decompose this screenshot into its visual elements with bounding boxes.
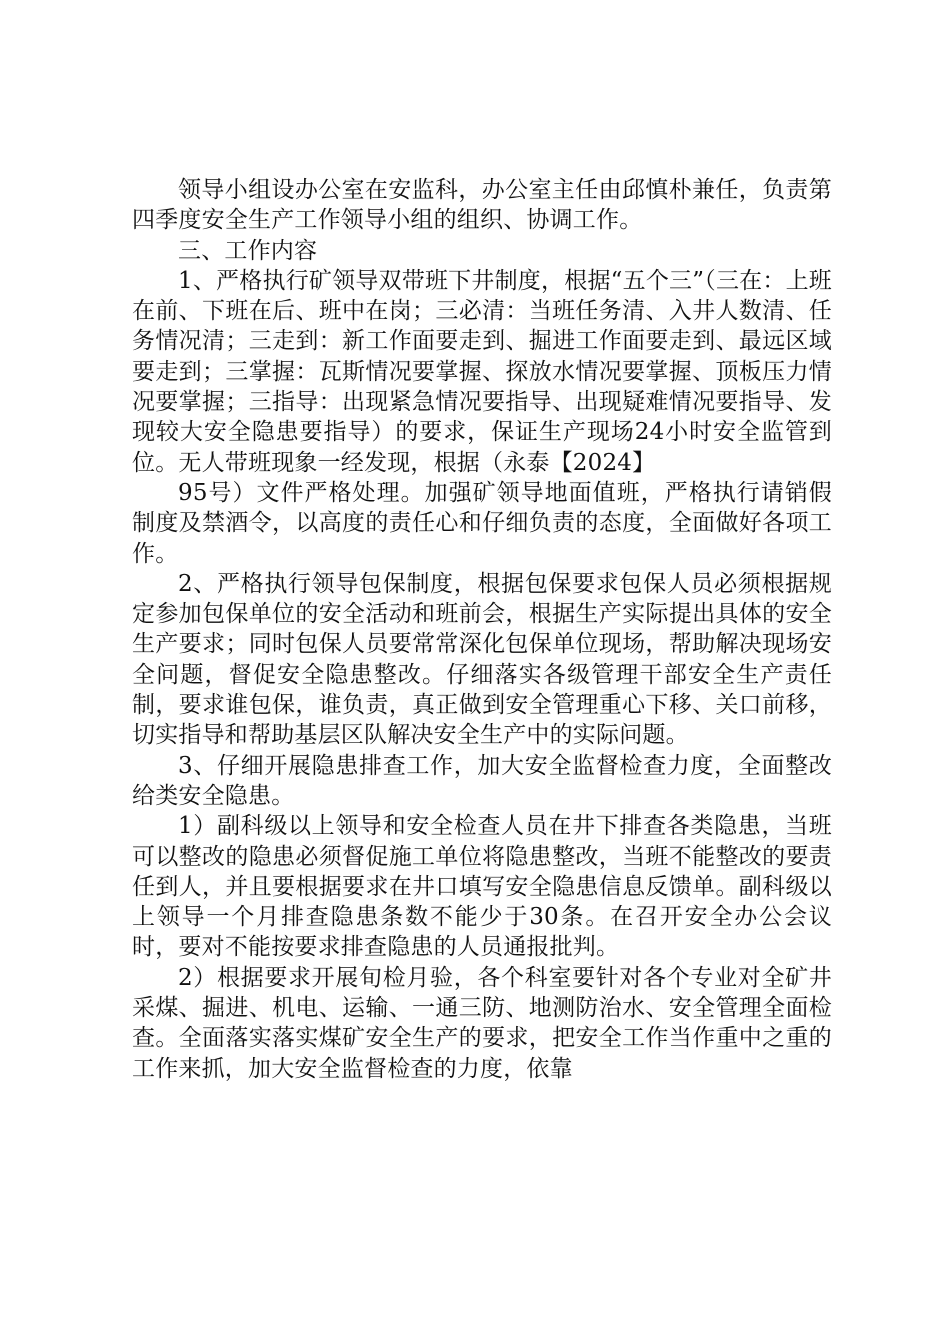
paragraph-item-1-continued: 95号）文件严格处理。加强矿领导地面值班，严格执行请销假制度及禁酒令，以高度的责任心和仔细负责的态度，全面做好各项工作。: [132, 479, 832, 567]
paragraph-office-setup: 领导小组设办公室在安监科，办公室主任由邱慎朴兼任，负责第四季度安全生产工作领导小组的组织、协调工作。: [132, 177, 832, 234]
section-heading-work-content: 三、工作内容: [178, 237, 318, 264]
paragraph-item-3: 3、仔细开展隐患排查工作，加大安全监督检查力度，全面整改给类安全隐患。: [132, 752, 832, 809]
document-body: [132, 175, 832, 1084]
paragraph-subitem-1: 1）副科级以上领导和安全检查人员在井下排查各类隐患，当班可以整改的隐患必须督促施工单位将隐患整改，当班不能整改的要责任到人，并且要根据要求在井口填写安全隐患信息反馈单。副科级以上领导一个月排查隐患条数不能少于30条。在召开安全办公会议时，要对不能按要求排查隐患的人员通报批判。: [132, 813, 832, 961]
paragraph-subitem-2: 2）根据要求开展旬检月验，各个科室要针对各个专业对全矿井采煤、掘进、机电、运输、一通三防、地测防治水、安全管理全面检查。全面落实落实煤矿安全生产的要求，把安全工作当作重中之重的工作来抓，加大安全监督检查的力度，依靠: [132, 964, 832, 1082]
paragraph-item-1: 1、严格执行矿领导双带班下井制度，根据“五个三”（三在：上班在前、下班在后、班中在岗；三必清：当班任务清、入井人数清、任务情况清；三走到：新工作面要走到、掘进工作面要走到、最远区域要走到；三掌握：瓦斯情况要掌握、探放水情况要掌握、顶板压力情况要掌握；三指导：出现紧急情况要指导、出现疑难情况要指导、发现较大安全隐患要指导）的要求，保证生产现场24小时安全监管到位。无人带班现象一经发现，根据（永泰【2024】: [132, 267, 832, 476]
paragraph-item-2: 2、严格执行领导包保制度，根据包保要求包保人员必须根据规定参加包保单位的安全活动和班前会，根据生产实际提出具体的安全生产要求；同时包保人员要常常深化包保单位现场，帮助解决现场安全问题，督促安全隐患整改。仔细落实各级管理干部安全生产责任制，要求谁包保，谁负责，真正做到安全管理重心下移、关口前移，切实指导和帮助基层区队解决安全生产中的实际问题。: [132, 570, 832, 749]
